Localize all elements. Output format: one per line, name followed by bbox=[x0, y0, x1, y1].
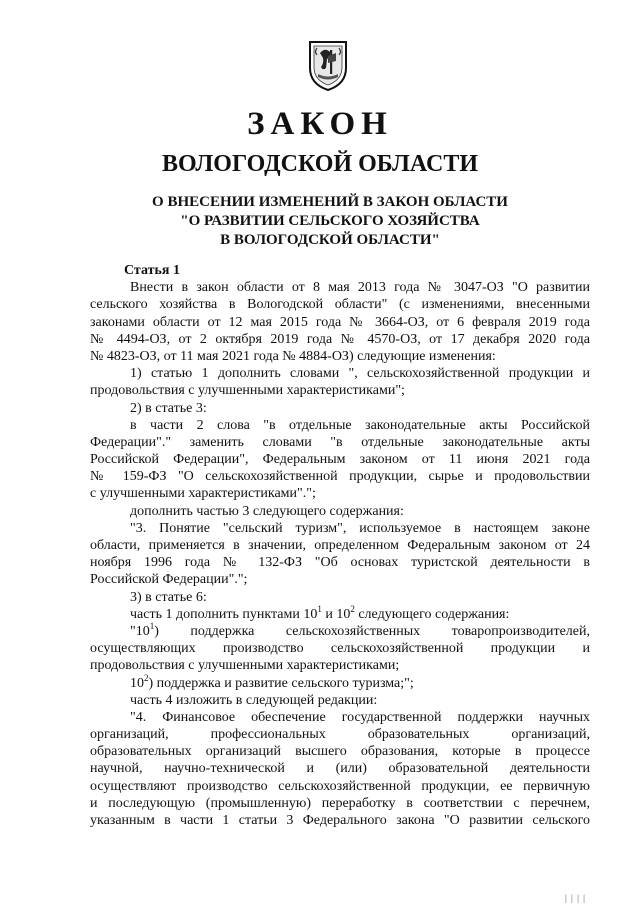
heading-line: В ВОЛОГОДСКОЙ ОБЛАСТИ" bbox=[220, 232, 440, 248]
text-span: следующего содержания: bbox=[354, 606, 510, 622]
paragraph-line: Внести в закон области от 8 мая 2013 года № 3047-ОЗ "О развитии bbox=[130, 280, 590, 296]
paragraph-line: образовательных организаций высшего образования, которые в процессе bbox=[90, 744, 590, 760]
article-title: Статья 1 bbox=[124, 263, 180, 278]
paragraph-line: ноября 1996 года № 132-ФЗ "Об основах туристской деятельности в bbox=[90, 555, 590, 571]
paragraph-line: законами области от 12 мая 2015 года № 3664-ОЗ, от 6 февраля 2019 года bbox=[90, 314, 590, 330]
paragraph-line: Российской Федерации"."; bbox=[90, 572, 248, 588]
paragraph-line: сельского хозяйства в Вологодской области" (с изменениями, внесенными bbox=[90, 297, 590, 313]
paragraph-line bbox=[90, 620, 590, 640]
paragraph-line: научной, научно-технической и (или) образовательной деятельности bbox=[90, 761, 590, 777]
paragraph-line: организаций, профессиональных образовательных организаций, bbox=[90, 727, 590, 743]
law-heading bbox=[120, 193, 540, 250]
paragraph-line: осуществляющих производство сельскохозяйственной продукции и bbox=[90, 641, 590, 657]
text-span: часть 1 дополнить пунктами 10 bbox=[130, 606, 318, 622]
paragraph-line: области, применяется в значении, определенном Федеральным законом от 24 bbox=[90, 538, 590, 553]
paragraph-line: № 4823-ОЗ, от 11 мая 2021 года № 4884-ОЗ) следующие изменения: bbox=[90, 348, 496, 364]
paragraph-line: Российской Федерации", Федеральным законом от 11 июня 2021 года bbox=[90, 452, 590, 468]
paragraph-line: часть 4 изложить в следующей редакции: bbox=[130, 692, 378, 708]
paragraph-line bbox=[90, 672, 590, 692]
superscript: 1 bbox=[149, 620, 155, 631]
paragraph-line: продовольствия с улучшенными характеристиками; bbox=[90, 658, 400, 674]
superscript: 2 bbox=[350, 603, 355, 614]
paragraph-line: с улучшенными характеристиками"."; bbox=[90, 486, 316, 502]
law-body bbox=[90, 262, 590, 829]
paragraph-line: № 159-ФЗ "О сельскохозяйственной продукции, сырье и продовольствии bbox=[90, 469, 590, 485]
paragraph-line: 3) в статье 6: bbox=[130, 589, 207, 605]
paragraph-line: и последующую (промышленную) переработку в соответствии с перечнем, bbox=[90, 795, 590, 811]
text-span: ) поддержка сельскохозяйственных товаропроизводителей, bbox=[154, 623, 590, 639]
paragraph-line: указанным в части 1 статьи 3 Федерального закона "О развитии сельского bbox=[90, 813, 590, 828]
paragraph-line: дополнить частью 3 следующего содержания: bbox=[130, 503, 404, 519]
text-span: ) поддержка и развитие сельского туризма;"; bbox=[148, 675, 414, 691]
paragraph-line: "3. Понятие "сельский туризм", используемое в настоящем законе bbox=[130, 520, 590, 536]
paragraph-line: 2) в статье 3: bbox=[130, 400, 207, 416]
text-span: "10 bbox=[130, 623, 150, 639]
page-mark: | | | | bbox=[565, 893, 586, 903]
paragraph-line: "4. Финансовое обеспечение государственной поддержки научных bbox=[130, 709, 590, 725]
document-subtitle: ВОЛОГОДСКОЙ ОБЛАСТИ bbox=[161, 151, 479, 177]
heading-line: О ВНЕСЕНИИ ИЗМЕНЕНИЙ В ЗАКОН ОБЛАСТИ bbox=[152, 194, 508, 210]
text-span: 10 bbox=[130, 675, 144, 691]
paragraph-line: в части 2 слова "в отдельные законодательные акты Российской bbox=[130, 417, 590, 433]
superscript: 2 bbox=[144, 672, 149, 683]
paragraph-line: Федерации"." заменить словами "в отдельные законодательные акты bbox=[90, 434, 590, 450]
paragraph-line: № 4494-ОЗ, от 2 октября 2019 года № 4570-ОЗ, от 17 декабря 2020 года bbox=[90, 331, 590, 347]
text-span: и 10 bbox=[321, 606, 351, 622]
paragraph-line: 1) статью 1 дополнить словами ", сельскохозяйственной продукции и bbox=[130, 366, 590, 382]
document-title: ЗАКОН bbox=[247, 106, 393, 142]
paragraph-line: осуществляют производство сельскохозяйственной продукции, ее первичную bbox=[90, 778, 590, 794]
paragraph-line: продовольствия с улучшенными характеристиками"; bbox=[90, 383, 405, 399]
heading-line: "О РАЗВИТИИ СЕЛЬСКОГО ХОЗЯЙСТВА bbox=[180, 213, 480, 229]
superscript: 1 bbox=[317, 603, 322, 614]
paragraph-line bbox=[90, 603, 590, 623]
coat-of-arms-icon bbox=[306, 38, 350, 92]
